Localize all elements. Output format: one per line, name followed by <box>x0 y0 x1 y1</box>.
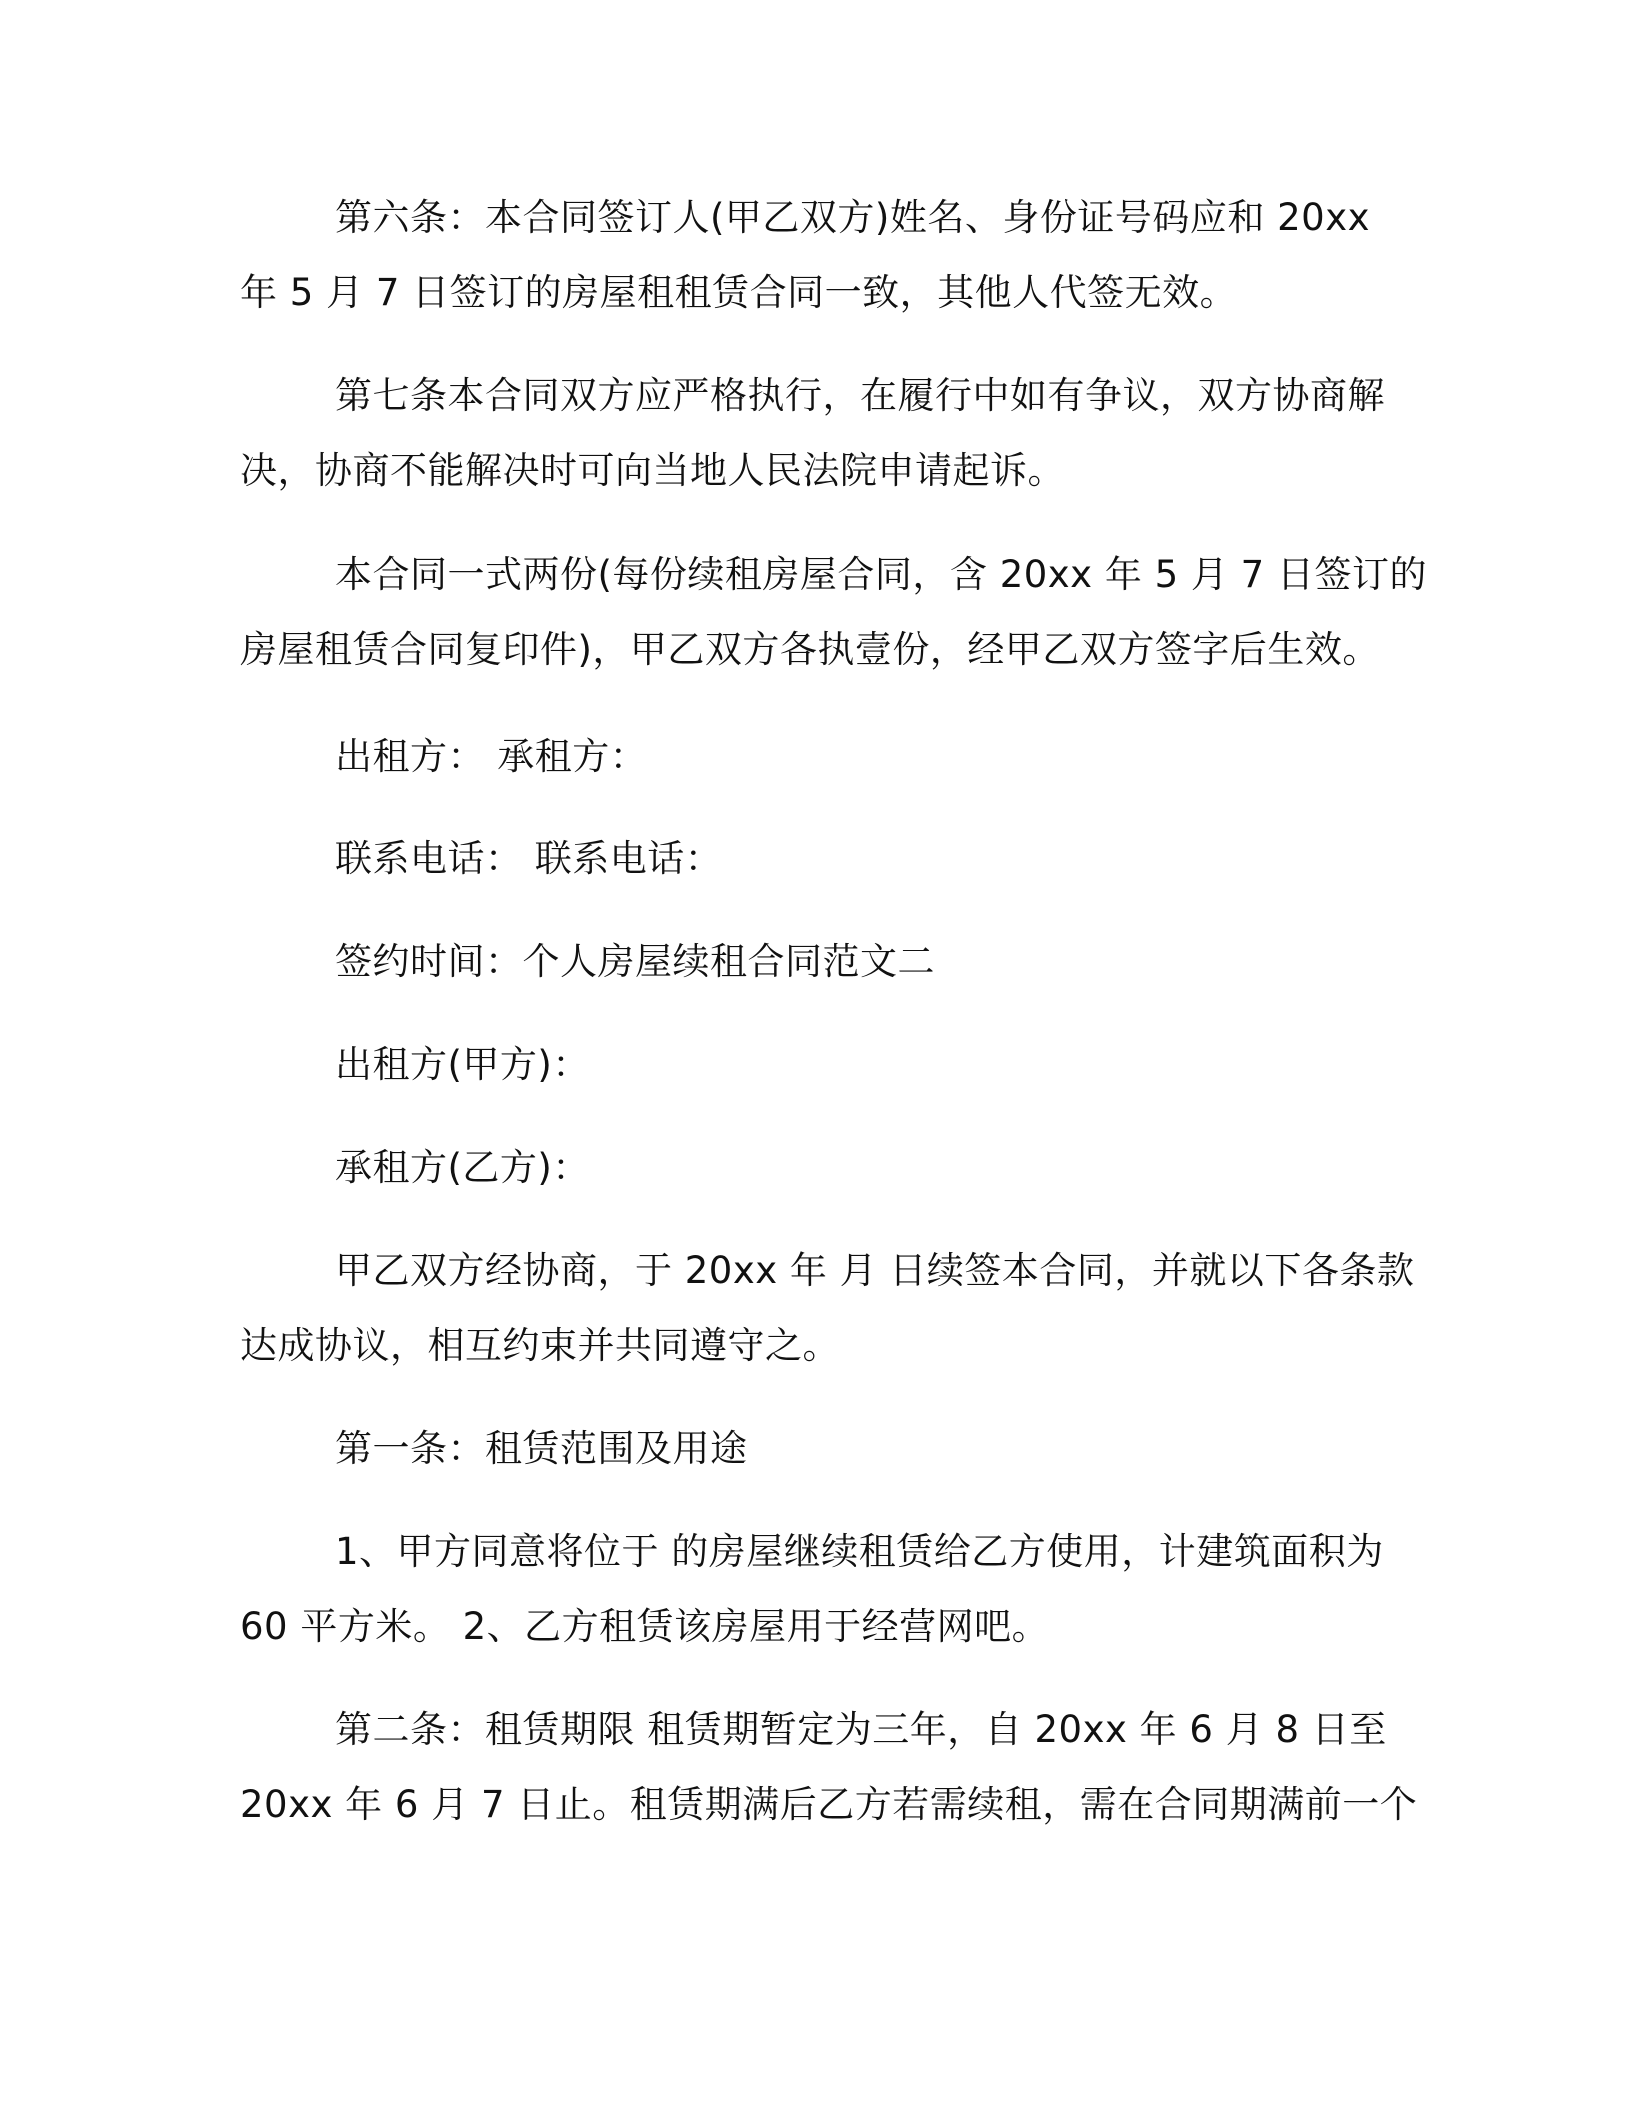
article-6-line-2: 年 5 月 7 日签订的房屋租租赁合同一致，其他人代签无效。 <box>240 271 1238 314</box>
parties-line: 出租方： 承租方： <box>335 735 648 778</box>
preamble-line-1: 甲乙双方经协商，于 20xx 年 月 日续签本合同，并就以下各条款 <box>335 1249 1415 1292</box>
article-2-line-2: 20xx 年 6 月 7 日止。租赁期满后乙方若需续租，需在合同期满前一个 <box>240 1783 1418 1826</box>
article-1-body-line-2: 60 平方米。 2、乙方租赁该房屋用于经营网吧。 <box>240 1605 1050 1648</box>
phone-line: 联系电话： 联系电话： <box>335 837 723 880</box>
copies-clause-line-1: 本合同一式两份(每份续租房屋合同，含 20xx 年 5 月 7 日签订的 <box>335 553 1427 596</box>
preamble-line-2: 达成协议，相互约束并共同遵守之。 <box>240 1324 840 1367</box>
lessee-line: 承租方(乙方)： <box>335 1146 590 1189</box>
copies-clause-line-2: 房屋租赁合同复印件)，甲乙双方各执壹份，经甲乙双方签字后生效。 <box>240 628 1380 671</box>
article-7-line-2: 决，协商不能解决时可向当地人民法院申请起诉。 <box>240 449 1065 492</box>
article-1-body-line-1: 1、甲方同意将位于 的房屋继续租赁给乙方使用，计建筑面积为 <box>335 1530 1384 1573</box>
article-6-line-1: 第六条：本合同签订人(甲乙双方)姓名、身份证号码应和 20xx <box>335 196 1371 239</box>
article-1-heading: 第一条：租赁范围及用途 <box>335 1427 748 1470</box>
sign-time-line: 签约时间：个人房屋续租合同范文二 <box>335 940 935 983</box>
article-7-line-1: 第七条本合同双方应严格执行，在履行中如有争议，双方协商解 <box>335 374 1385 417</box>
article-2-line-1: 第二条：租赁期限 租赁期暂定为三年，自 20xx 年 6 月 8 日至 <box>335 1708 1387 1751</box>
lessor-line: 出租方(甲方)： <box>335 1043 590 1086</box>
